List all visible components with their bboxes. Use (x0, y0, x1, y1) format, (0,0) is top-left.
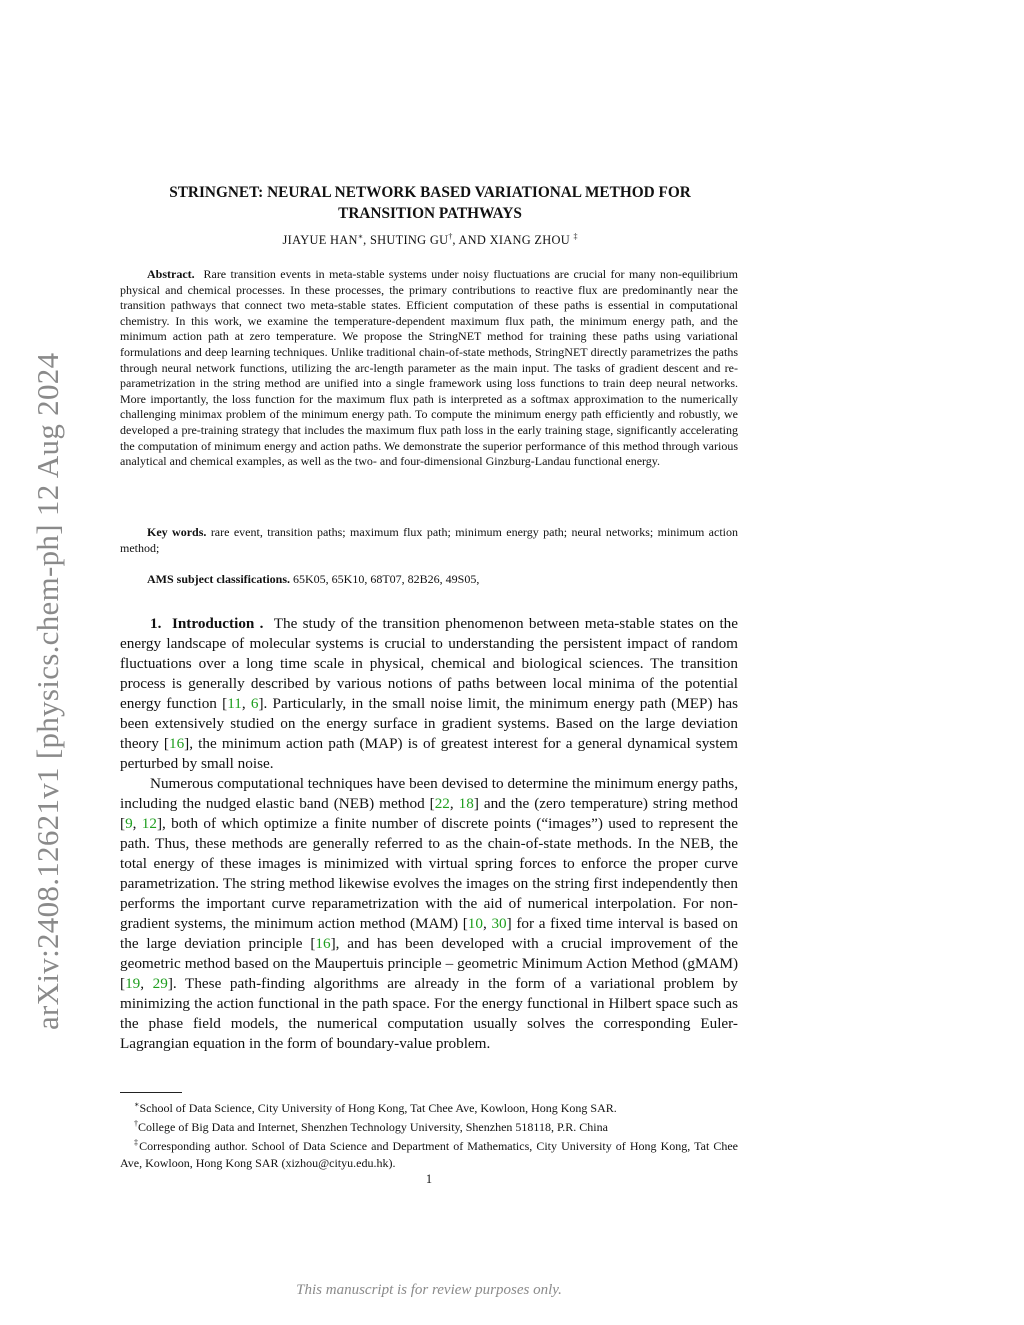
body-text: ] and the (zero temperature) string method [ (120, 795, 738, 832)
keywords (120, 525, 738, 556)
body-text: ], the minimum action path (MAP) is of greatest interest for a general dynamical system perturbed by small noise. (120, 735, 738, 772)
citation-link[interactable]: 16 (168, 735, 185, 752)
introduction-section (120, 614, 738, 1054)
footnote-text: Corresponding author. School of Data Science and Department of Mathematics, City University of Hong Kong, Tat Chee Ave, Kowloon, Hong Kong SAR (xizhou@cityu.edu.hk). (120, 1139, 739, 1170)
author-separator: , (363, 233, 370, 248)
author-list (120, 232, 740, 248)
body-text: ], both of which optimize a finite number of discrete points (“images”) used to represent the path. Thus, these methods are generally referred to as the chain-of-state methods. In the NEB, the total energy of these images is minimized with virtual spring forces to enforce the proper curve parametrization. The string method likewise evolves the images on the string first independently then performs the important curve reparametrization with the aid of numerical interpolation. For non-gradient systems, the minimum action method (MAM) [ (120, 815, 738, 932)
abstract-text: Rare transition events in meta-stable systems under noisy fluctuations are crucial for many non-equilibrium physical and chemical processes. In these processes, the primary contributions to reactive flux are predominantly near the transition pathways that connect two meta-stable states. Efficient computation of these paths is essential in computational chemistry. In this work, we examine the temperature-dependent maximum flux path, the minimum energy path, and the minimum action path at zero temperature. We propose the StringNET method for training these paths using variational formulations and deep learning techniques. Unlike traditional chain-of-state methods, StringNET directly parametrizes the paths through neural network functions, utilizing the arc-length parameter as the main input. The tasks of gradient descent and re-parametrization in the string method are unified into a single framework using loss functions to train deep neural networks. More importantly, the loss function for the maximum flux path is interpreted as a softmax approximation to the numerically challenging minimax problem of the minimum energy path. To compute the minimum energy path efficiently and robustly, we developed a pre-training strategy that includes the maximum flux path loss in the early training stage, significantly accelerating the computation of minimum energy and action paths. We demonstrate the superior performance of this method through various analytical and chemical examples, as well as the two- and four-dimensional Ginzburg-Landau functional energy. (120, 267, 738, 469)
body-text: , (132, 815, 142, 832)
abstract (120, 267, 738, 470)
page-number: 1 (425, 1172, 433, 1186)
ams-classifications (120, 572, 738, 588)
citation-link[interactable]: 19 (125, 975, 141, 992)
body-text: Numerous computational techniques have been devised to determine the minimum energy paths, including the nudged elastic band (NEB) method [ (120, 775, 738, 812)
keywords-text: rare event, transition paths; maximum flux path; minimum energy path; neural networks; minimum action method; (120, 525, 739, 555)
abstract-label: Abstract. (147, 267, 195, 281)
footnote-3 (120, 1135, 738, 1170)
body-text: , (241, 695, 251, 712)
body-text: ]. Particularly, in the small noise limit, the minimum energy path (MEP) has been extensively studied on the energy surface in gradient systems. Based on the large deviation theory [ (120, 695, 738, 752)
footnote-mark: † (134, 1119, 138, 1129)
citation-link[interactable]: 22 (434, 795, 450, 812)
footnote-mark: ∗ (357, 232, 364, 241)
footnote-mark: ∗ (134, 1100, 140, 1109)
review-notice: This manuscript is for review purposes only. (296, 1282, 562, 1298)
footnote-divider (120, 1092, 182, 1093)
body-text: ]. These path-finding algorithms are already in the form of a variational problem by minimizing the action functional in the path space. For the energy functional in Hilbert space such as the phase field models, the numerical computation usually solves the corresponding Euler-Lagrangian equation in the form of boundary-value problem. (120, 975, 738, 1052)
author-name: XIANG ZHOU (489, 233, 571, 248)
intro-paragraph-2 (120, 774, 738, 1054)
footnotes (120, 1097, 738, 1171)
footnote-2 (120, 1116, 738, 1135)
body-text: The study of the transition phenomenon between meta-stable states on the energy landscape of molecular systems is crucial to understanding the persistent impact of random fluctuations over a long time scale in physical, chemical and biological sciences. The transition process is generally described by various notions of paths between local minima of the potential energy function [ (120, 615, 738, 712)
footnote-text: College of Big Data and Internet, Shenzhen Technology University, Shenzhen 518118, P.R. China (138, 1120, 608, 1135)
section-title: Introduction . (171, 615, 264, 632)
paper-title (120, 182, 740, 224)
ams-label: AMS subject classifications. (147, 572, 290, 586)
citation-link[interactable]: 10 (467, 915, 483, 932)
section-number: 1. (150, 615, 162, 632)
footnote-text: School of Data Science, City University of Hong Kong, Tat Chee Ave, Kowloon, Hong Kong SAR. (139, 1101, 617, 1115)
title-line-1: STRINGNET: NEURAL NETWORK BASED VARIATIONAL METHOD FOR (169, 184, 691, 201)
intro-paragraph-1 (120, 614, 738, 774)
citation-link[interactable]: 16 (315, 935, 331, 952)
body-text: ] for a fixed time interval is based on the large deviation principle [ (120, 915, 738, 952)
author-name: JIAYUE HAN (282, 233, 358, 248)
keywords-label: Key words. (147, 525, 207, 539)
footnote-mark: ‡ (134, 1138, 140, 1148)
citation-link[interactable]: 11 (227, 695, 242, 712)
citation-link[interactable]: 18 (458, 795, 474, 812)
ams-text: 65K05, 65K10, 68T07, 82B26, 49S05, (293, 572, 480, 586)
citation-link[interactable]: 6 (250, 695, 259, 712)
body-text: , (482, 915, 492, 932)
author-separator: , AND (452, 233, 490, 248)
body-text: ], and has been developed with a crucial improvement of the geometric method based on the Maupertuis principle – geometric Minimum Action Method (gMAM) [ (120, 935, 738, 992)
footnote-mark: † (448, 232, 453, 241)
citation-link[interactable]: 9 (125, 815, 133, 832)
title-line-2: TRANSITION PATHWAYS (338, 205, 522, 222)
citation-link[interactable]: 30 (491, 915, 507, 932)
author-name: SHUTING GU (369, 233, 449, 248)
body-text: , (449, 795, 459, 812)
arxiv-identifier: arXiv:2408.12621v1 [physics.chem-ph] 12 Aug 2024 (30, 352, 65, 1030)
citation-link[interactable]: 12 (141, 815, 157, 832)
body-text: , (140, 975, 153, 992)
footnote-mark: ‡ (573, 232, 578, 241)
citation-link[interactable]: 29 (152, 975, 168, 992)
footnote-1 (120, 1097, 738, 1116)
